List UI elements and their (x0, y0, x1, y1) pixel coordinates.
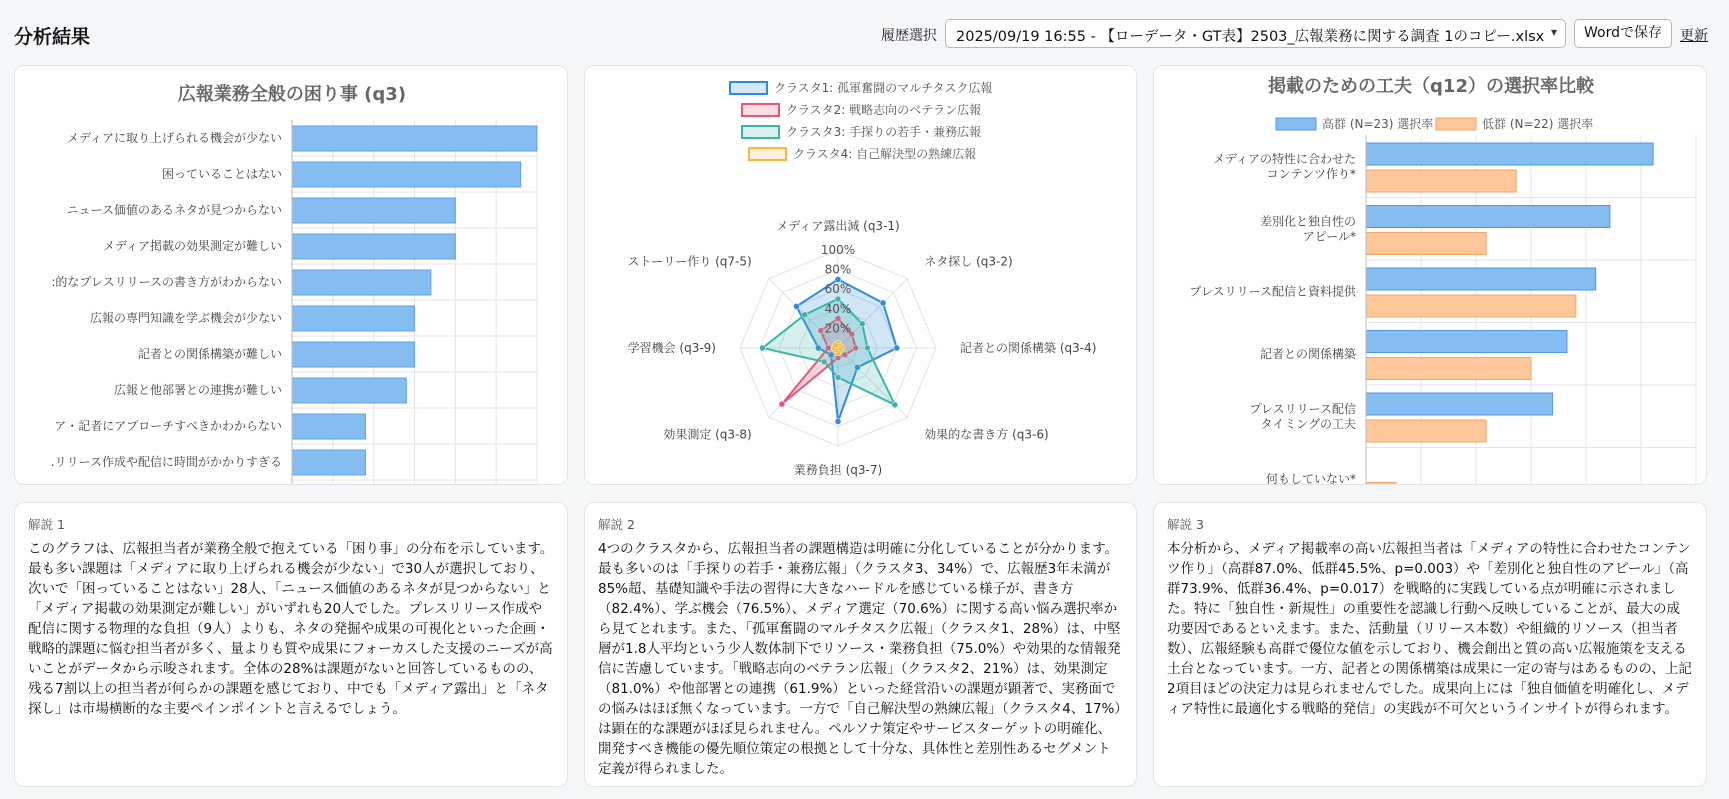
y-tick-label: ニュース価値のあるネタが見つからない (66, 203, 282, 217)
radial-tick-label: 40% (824, 301, 852, 316)
note-card-3 (1153, 502, 1707, 787)
chart-card-cluster-radar (584, 65, 1137, 485)
y-tick-label: アピール* (1302, 229, 1356, 244)
bar (1366, 295, 1576, 317)
legend-label: 低群 (N=22) 選択率 (1482, 117, 1594, 131)
radar-point (892, 402, 898, 408)
bar (292, 450, 366, 475)
y-tick-label: :的なプレスリリースの書き方がわからない (51, 275, 282, 289)
y-tick-label: 広報の専門知識を学ぶ機会が少ない (89, 311, 282, 325)
radar-point (864, 345, 870, 351)
radar-point (821, 359, 827, 365)
bar (292, 414, 366, 439)
y-tick-label: メディアに取り上げられる機会が少ない (66, 131, 282, 145)
bar (1366, 393, 1552, 415)
y-tick-label: メディア掲載の効果測定が難しい (102, 239, 282, 253)
chart-title: 掲載のための工夫（q12）の選択率比較 (1268, 76, 1594, 97)
radial-tick-label: 20% (824, 321, 852, 336)
note-text: 本分析から、メディア掲載率の高い広報担当者は「メディアの特性に合わせたコンテンツ作り」（高群87.0%、低群45.5%、p=0.003）や「差別化と独自性のアピール」（高群73.9%、低群36.4%、p=0.017）を戦略的に実践している点が明確に示されました。特に「独自性・新規性」の重要性を認識し行動へ反映していることが、最大の成功要因であるといえます。また、活動量（リリース本数）や組織的リソース（担当者数）、広報経験も高群で優位な値を示しており、機会創出と質の高い広報施策を支える土台となっています。一方、記者との関係構築は成果に一定の寄与はあるものの、上記2項目ほどの決定力は見られませんでした。成果向上には「独自価値を明確化し、メディア特性に最適化する戦略的発信」の実践が不可欠というインサイトが得られます。 (1167, 541, 1692, 717)
y-tick-label: プレスリリース配信と資料提供 (1189, 284, 1356, 299)
bar (292, 342, 415, 367)
bar (1366, 170, 1516, 192)
y-tick-label: 記者との関係構築が難しい (137, 347, 282, 361)
q3-bar-chart (15, 66, 568, 485)
radar-axis-label: ネタ探し (q3-2) (924, 254, 1013, 269)
legend-label: クラスタ2: 戦略志向のベテラン広報 (786, 103, 982, 117)
bar (292, 270, 431, 295)
legend-swatch (749, 148, 786, 160)
radial-tick-label: 100% (820, 243, 856, 257)
bar (1366, 143, 1653, 165)
cluster-radar-chart (585, 66, 1137, 485)
radar-axis-label: 学習機会 (q3-9) (627, 341, 716, 355)
q12-comparison-chart (1154, 66, 1707, 485)
y-tick-label: メディアの特性に合わせた (1212, 151, 1356, 166)
note-card-2 (584, 502, 1137, 787)
bar (292, 306, 415, 331)
radar-point (760, 345, 766, 351)
note-label: 解説 1 (28, 517, 65, 532)
radial-tick-label: 80% (824, 262, 852, 277)
radar-axis-label: 効果的な書き方 (q3-6) (924, 427, 1049, 442)
refresh-link[interactable]: 更新 (1680, 28, 1708, 44)
legend-label: クラスタ3: 手探りの若手・兼務広報 (786, 125, 982, 139)
bar (1366, 483, 1396, 486)
note-label: 解説 2 (598, 517, 635, 532)
legend-label: クラスタ4: 自己解決型の熟練広報 (793, 147, 977, 161)
page-title: 分析結果 (14, 26, 91, 48)
y-tick-label: 記者との関係構築 (1259, 346, 1356, 361)
legend-swatch (1276, 118, 1316, 130)
chart-title: 広報業務全般の困り事 (q3) (177, 84, 407, 105)
radar-axis-label: 業務負担 (q3-7) (793, 463, 883, 477)
bar (292, 378, 406, 403)
radar-point (793, 303, 799, 309)
note-text: このグラフは、広報担当者が業務全般で抱えている「困り事」の分布を示しています。最も多い課題は「メディアに取り上げられる機会が少ない」で30人が選択しており、次いで「困っていることはない」28人、「ニュース価値のあるネタが見つからない」と「メディア掲載の効果測定が難しい」がいずれも20人でした。プレスリリース作成や配信に関する物理的な負担（9人）よりも、ネタの発掘や成果の可視化といった企画・戦略的課題に悩む担当者が多く、量よりも質や成果にフォーカスした支援のニーズが高いことがデータから示唆されます。全体の28%は課題がないと回答しているものの、残る7割以上の担当者が何らかの課題を感じており、中でも「メディア露出」と「ネタ探し」は市場横断的な主要ペインポイントと言えるでしょう。 (28, 541, 554, 717)
y-tick-label: プレスリリース配信 (1249, 401, 1356, 416)
y-tick-label: ア・記者にアプローチすべきかわからない (54, 419, 282, 433)
radar-point (859, 321, 865, 327)
radar-point (894, 345, 900, 351)
legend-label: 高群 (N=23) 選択率 (1322, 117, 1434, 131)
chart-card-q12 (1153, 65, 1707, 485)
radar-axis-label: 記者との関係構築 (q3-4) (960, 341, 1097, 355)
radar-axis-label: メディア露出減 (q3-1) (776, 219, 900, 233)
save-word-button[interactable]: Wordで保存 (1574, 19, 1672, 48)
note-card-1 (14, 502, 568, 787)
history-select[interactable] (945, 19, 1566, 48)
chart-card-q3 (14, 65, 568, 485)
radar-axis-label: ストーリー作り (q7-5) (627, 254, 752, 269)
history-select-value: 2025/09/19 16:55 - 【ローデータ・GT表】2503_広報業務に関する調査 1のコピー.xlsx (956, 29, 1545, 45)
radar-point (880, 300, 886, 306)
bar (1366, 233, 1486, 255)
bar (292, 162, 521, 187)
y-tick-label: 何もしていない* (1265, 471, 1356, 485)
note-label: 解説 3 (1167, 517, 1204, 532)
y-tick-label: .リリース作成や配信に時間がかかりすぎる (50, 455, 282, 469)
radar-axis-label: 効果測定 (q3-8) (663, 427, 752, 442)
bar (1366, 358, 1531, 380)
bar (292, 126, 537, 151)
legend-swatch (730, 82, 767, 94)
bar (1366, 268, 1596, 290)
y-tick-label: 差別化と独自性の (1259, 214, 1356, 229)
legend-swatch (742, 126, 779, 138)
radar-point (832, 342, 838, 348)
bar (292, 234, 455, 259)
radar-point (802, 312, 808, 318)
radial-tick-label: 60% (824, 282, 852, 297)
radar-point (835, 374, 841, 380)
y-tick-label: 広報と他部署との連携が難しい (113, 383, 282, 397)
legend-swatch (742, 104, 779, 116)
legend-swatch (1436, 118, 1476, 130)
y-tick-label: 困っていることはない (161, 167, 282, 181)
bar (292, 198, 455, 223)
bar (1366, 206, 1610, 228)
radar-point (835, 419, 841, 425)
note-text: 4つのクラスタから、広報担当者の課題構造は明確に分化していることが分かります。最も多いのは「手探りの若手・兼務広報」（クラスタ3、34%）で、広報歴3年未満が85%超、基礎知識や手法の習得に大きなハードルを感じている様子が、書き方（82.4%）、学ぶ機会（76.5%）、メディア選定（70.6%）に関する高い悩み選択率から見てとれます。また、「孤軍奮闘のマルチタスク広報」（クラスタ1、28%）は、中堅層が1.8人平均という少人数体制下でリソース・業務負担（75.0%）や効果的な情報発信に苦慮しています。「戦略志向のベテラン広報」（クラスタ2、21%）は、効果測定（81.0%）や他部署との連携（61.9%）といった経営沿いの課題が顕著で、実務面での悩みはほぼ無くなっています。一方で「自己解決型の熟練広報」（クラスタ4、17%）は顕在的な課題がほぼ見られません。ペルソナ策定やサービスターゲットの明確化、開発すべき機能の優先順位策定の根拠として十分な、具体性と差別性あるセグメント定義が得られました。 (598, 541, 1122, 777)
bar (1366, 331, 1567, 353)
bar (1366, 420, 1486, 442)
header-bar (0, 0, 1729, 66)
legend-label: クラスタ1: 孤軍奮闘のマルチタスク広報 (774, 81, 993, 95)
radar-point (779, 401, 785, 407)
y-tick-label: タイミングの工夫 (1260, 416, 1356, 431)
y-tick-label: コンテンツ作り* (1266, 166, 1356, 181)
chevron-down-icon: ▾ (1550, 25, 1557, 39)
history-label: 履歴選択 (881, 28, 937, 44)
